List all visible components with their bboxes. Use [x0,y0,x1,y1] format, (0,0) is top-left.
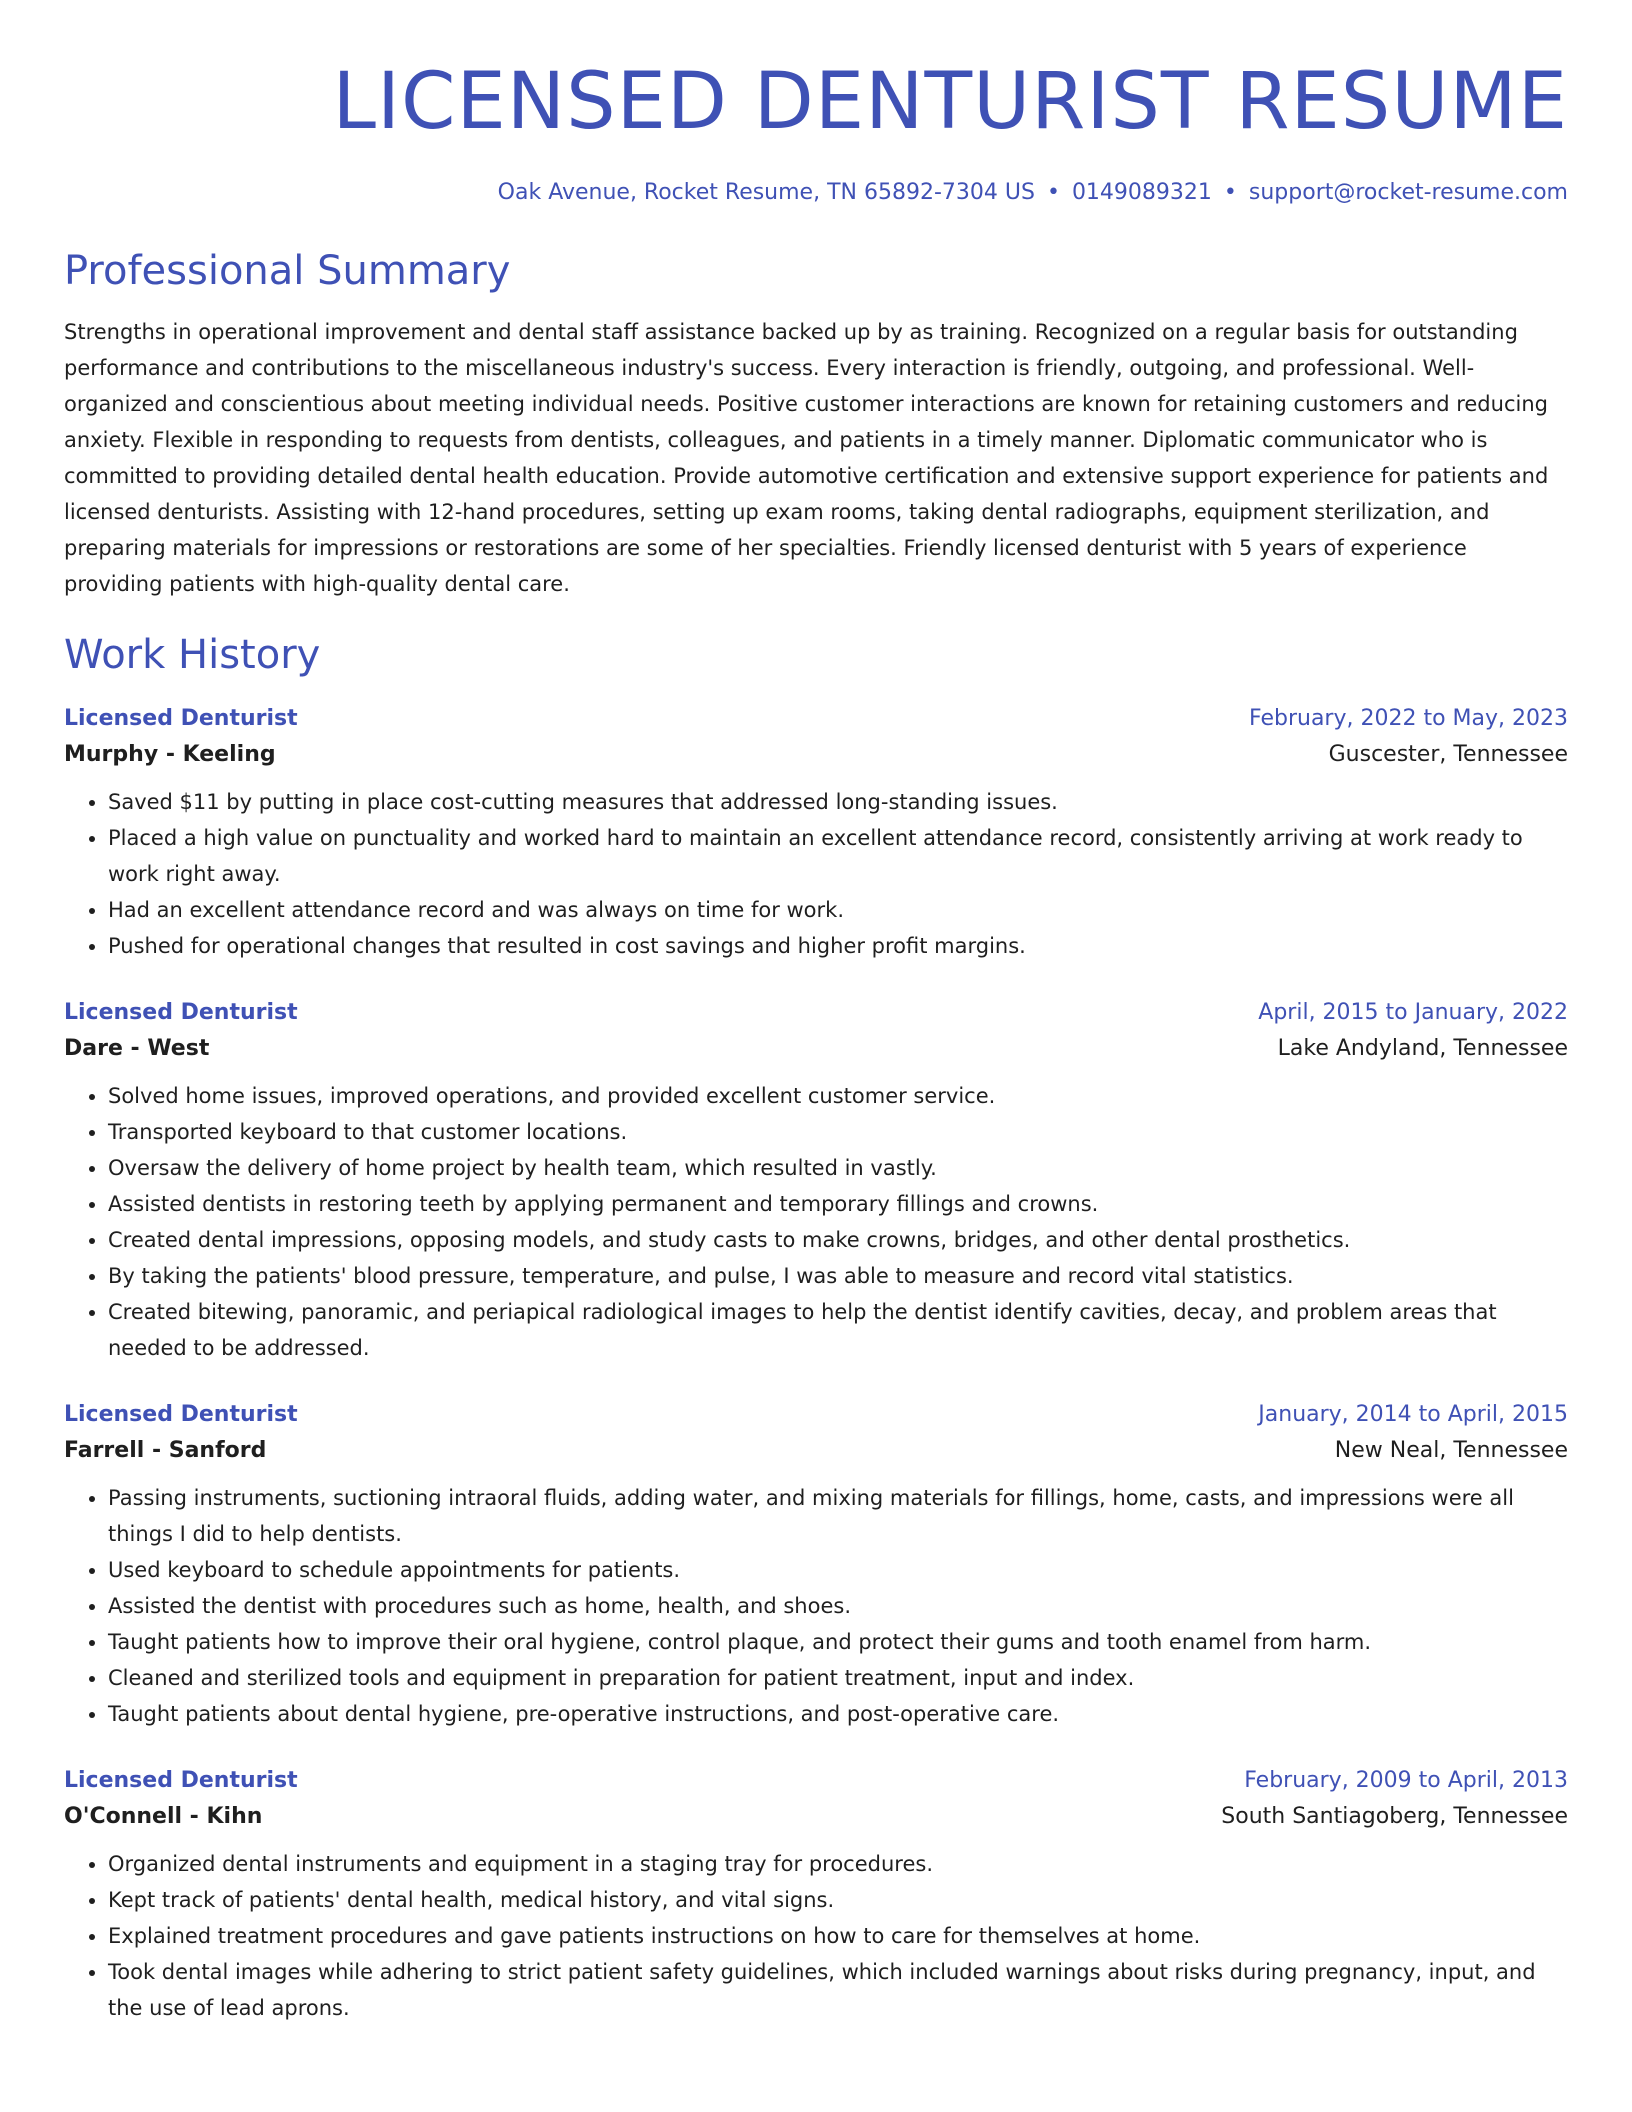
job-bullet: • Taught patients how to improve their oral hygiene, control plaque, and protect their gums and tooth enamel from harm. [108,1624,1568,1660]
contact-email: support@rocket-resume.com [1248,180,1568,205]
job-bullet: • Transported keyboard to that customer locations. [108,1114,1568,1150]
job-bullet: • Created bitewing, panoramic, and periapical radiological images to help the dentist identify cavities, decay, and problem areas that needed to be addressed. [108,1294,1568,1366]
job-dates: February, 2009 to April, 2013 [1244,1768,1568,1793]
job-title: Licensed Denturist [64,1768,298,1793]
job-title: Licensed Denturist [64,1402,298,1427]
job-dates: February, 2022 to May, 2023 [1249,706,1568,731]
job-dates: January, 2014 to April, 2015 [1258,1402,1568,1427]
work-history-list [64,702,1568,2026]
job-entry [64,1398,1568,1732]
job-bullet: • Oversaw the delivery of home project by health team, which resulted in vastly. [108,1150,1568,1186]
job-entry [64,1764,1568,2026]
job-bullet: • Placed a high value on punctuality and worked hard to maintain an excellent attendance record, consistently arriving at work ready to work right away. [108,820,1568,892]
job-bullet: • Created dental impressions, opposing models, and study casts to make crowns, bridges, and other dental prosthetics. [108,1222,1568,1258]
job-bullet: • By taking the patients' blood pressure, temperature, and pulse, I was able to measure and record vital statistics. [108,1258,1568,1294]
job-bullet: • Assisted dentists in restoring teeth by applying permanent and temporary fillings and crowns. [108,1186,1568,1222]
job-title: Licensed Denturist [64,706,298,731]
job-bullet: • Took dental images while adhering to strict patient safety guidelines, which included warnings about risks during pregnancy, input, and the use of lead aprons. [108,1954,1568,2026]
job-bullet: • Organized dental instruments and equipment in a staging tray for procedures. [108,1846,1568,1882]
contact-separator: • [1046,180,1060,205]
job-bullet: • Saved $11 by putting in place cost-cutting measures that addressed long-standing issues. [108,784,1568,820]
job-location: Lake Andyland, Tennessee [1277,1036,1568,1061]
job-bullet: • Assisted the dentist with procedures such as home, health, and shoes. [108,1588,1568,1624]
job-bullets [64,1078,1568,1366]
job-bullet: • Cleaned and sterilized tools and equipment in preparation for patient treatment, input and index. [108,1660,1568,1696]
job-location: New Neal, Tennessee [1334,1438,1568,1463]
job-entry [64,702,1568,964]
contact-line [64,178,1568,208]
job-bullet: • Pushed for operational changes that resulted in cost savings and higher profit margins. [108,928,1568,964]
job-title: Licensed Denturist [64,1000,298,1025]
summary-heading: Professional Summary [64,248,511,294]
job-bullets [64,1480,1568,1732]
resume-header [64,52,1568,208]
job-dates: April, 2015 to January, 2022 [1258,1000,1568,1025]
job-bullet: • Taught patients about dental hygiene, pre-operative instructions, and post-operative care. [108,1696,1568,1732]
job-bullets [64,1846,1568,2026]
job-bullet: • Solved home issues, improved operations, and provided excellent customer service. [108,1078,1568,1114]
job-bullet: • Explained treatment procedures and gave patients instructions on how to care for themselves at home. [108,1918,1568,1954]
resume-name: LICENSED DENTURIST RESUME [332,57,1568,147]
summary-text: Strengths in operational improvement and dental staff assistance backed up by as training. Recognized on a regular basis for outstanding performance and contributions to the miscellaneous industry's success. Every interaction is friendly, outgoing, and professional. Well-organized and conscientious about meeting individual needs. Positive customer interactions are known for retaining customers and reducing anxiety. Flexible in responding to requests from dentists, colleagues, and patients in a timely manner. Diplomatic communicator who is committed to providing detailed dental health education. Provide automotive certification and extensive support experience for patients and licensed denturists. Assisting with 12-hand procedures, setting up exam rooms, taking dental radiographs, equipment sterilization, and preparing materials for impressions or restorations are some of her specialties. Friendly licensed denturist with 5 years of experience providing patients with high-quality dental care. [64,320,1549,596]
job-bullet: • Kept track of patients' dental health, medical history, and vital signs. [108,1882,1568,1918]
contact-address: Oak Avenue, Rocket Resume, TN 65892-7304 US [497,180,1035,205]
job-company: Murphy - Keeling [64,742,276,767]
job-location: Guscester, Tennessee [1328,742,1568,767]
job-company: O'Connell - Kihn [64,1804,263,1829]
job-company: Dare - West [64,1036,210,1061]
contact-separator: • [1223,180,1237,205]
work-history-heading: Work History [64,632,321,678]
contact-phone: 0149089321 [1071,180,1212,205]
job-bullet: • Passing instruments, suctioning intraoral fluids, adding water, and mixing materials for fillings, home, casts, and impressions were all things I did to help dentists. [108,1480,1568,1552]
job-bullets [64,784,1568,964]
job-bullet: • Used keyboard to schedule appointments for patients. [108,1552,1568,1588]
job-company: Farrell - Sanford [64,1438,267,1463]
job-location: South Santiagoberg, Tennessee [1221,1804,1568,1829]
job-entry [64,996,1568,1366]
job-bullet: • Had an excellent attendance record and was always on time for work. [108,892,1568,928]
